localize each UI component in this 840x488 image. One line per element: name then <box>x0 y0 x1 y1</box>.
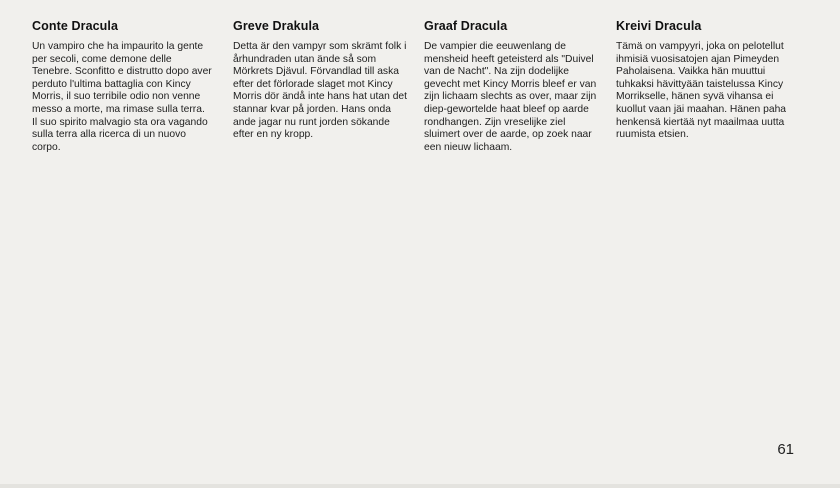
text-finnish: Tämä on vampyyri, joka on pelotellut ihmisiä vuosisatojen ajan Pimeyden Paholaisena. Vaikka hän muuttui tuhkaksi hävittyään taistelussa Kincy Morrikselle, hänen syvä vihansa ei kuollut vaan jäi maahan. Hänen paha henkensä kiertää nyt maailmaa uutta ruumista etsien. <box>616 41 787 141</box>
text-swedish: Detta är den vampyr som skrämt folk i århundraden utan ände så som Mörkrets Djävul. Förvandlad till aska efter det förlorade slaget mot Kincy Morris dör ändå inte hans hat utan det stannar kvar på jorden. Hans onda ande jagar nu runt jorden sökande efter en ny kropp. <box>233 41 408 141</box>
heading-finnish: Kreivi Dracula <box>616 19 702 33</box>
column-dutch <box>424 19 604 154</box>
heading-italian: Conte Dracula <box>32 19 119 33</box>
column-swedish <box>233 19 413 142</box>
text-dutch: De vampier die eeuwenlang de mensheid heeft geteisterd als "Duivel van de Nacht". Na zijn dodelijke gevecht met Kincy Morris bleef er van zijn lichaam slechts as over, maar zijn diep-gewortelde haat bleef op aarde rondhangen. Zijn vreselijke ziel sluimert over de aarde, op zoek naar een nieuw lichaam. <box>424 41 597 153</box>
page-number: 61 <box>777 441 794 458</box>
text-italian: Un vampiro che ha impaurito la gente per secoli, come demone delle Tenebre. Sconfitto e distrutto dopo aver perduto l'ultima battaglia con Kincy Morris, il suo terribile odio non venne messo a morte, ma rimase sulla terra. Il suo spirito malvagio sta ora vagando sulla terra alla ricerca di un nuovo corpo. <box>32 41 212 153</box>
heading-swedish: Greve Drakula <box>233 19 320 33</box>
heading-dutch: Graaf Dracula <box>424 19 508 33</box>
column-finnish <box>616 19 796 142</box>
page-edge <box>0 484 840 488</box>
column-italian <box>32 19 212 154</box>
